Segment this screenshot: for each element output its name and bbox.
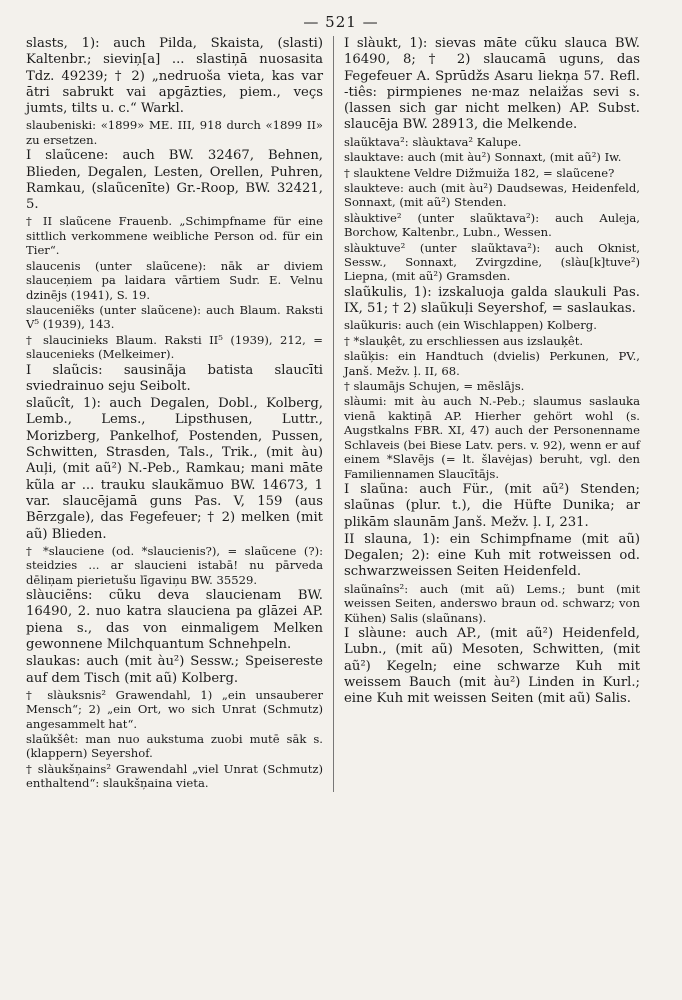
dictionary-entry: slàuciẽns: cũku deva slaucienam BW. 16490, 2. nuo katra slauciena pa glāzei AP. piena s., das von einmaligem Melken gewonnene Milchquantum Schnehpeln. [26,588,323,652]
two-column-body [26,36,656,792]
dictionary-entry: † slàuksnis² Grawendahl, 1) „ein unsauberer Mensch“; 2) „ein Ort, wo sich Unrat (Schmutz) angesammelt hat“. [26,687,323,731]
dictionary-entry: slaũktava²: slàuktava² Kalupe. [344,134,522,149]
dictionary-entry: slaũkuris: auch (ein Wischlappen) Kolberg. [344,318,597,333]
dictionary-entry: † *slauķêt, zu erschliessen aus izslauķêt. [344,333,584,348]
dictionary-entry: slàuktuve² (unter slaũktava²): auch Oknist, Sessw., Sonnaxt, Zvirgzdine, (slàu[k]tuve²) Liepna, (mit aũ²) Gramsden. [344,240,640,284]
dictionary-entry: I slàune: auch AP., (mit aũ²) Heidenfeld, Lubn., (mit aũ) Mesoten, Schwitten, (mit aũ²) Kegeln; eine schwarze Kuh mit weissem Bauch (mit àu²) Linden in Kurl.; eine Kuh mit weissen Seiten (mit aũ) Salis. [344,625,640,707]
dictionary-entry: slauceniẽks (unter slaũcene): auch Blaum. Raksti V⁵ (1939), 143. [26,302,323,332]
dictionary-entry: slaũnaîns²: auch (mit aũ) Lems.; bunt (mit weissen Seiten, anderswo braun od. schwarz; von Kühen) Salis (slaũnans). [344,581,640,625]
dictionary-entry: slaucenis (unter slaũcene): nāk ar diviem slauceņiem pa laidara vārtiem Sudr. E. Velnu dzinējs (1941), S. 19. [26,258,323,302]
dictionary-entry: † slaucinieks Blaum. Raksti II⁵ (1939), 212, = slaucenieks (Melkeimer). [26,332,323,362]
dictionary-entry: † *slauciene (od. *slaucienis?), = slaũcene (?): steidzies ... ar slaucieni istabā! nu pārveda dēliņam pierietušu līgaviņu BW. 35529. [26,543,323,587]
dictionary-entry: † II slaũcene Frauenb. „Schimpfname für eine sittlich verkommene weibliche Person od. für ein Tier“. [26,214,323,258]
left-column [26,36,333,792]
right-column [333,36,640,792]
dictionary-entry: slaũkulis, 1): izskaluoja galda slaukuli Pas. IX, 51; † 2) slaũkuļi Seyershof, = saslaukas. [344,284,640,317]
dictionary-entry: I slaũcis: sausinãja batista slaucīti sviedrainuo seju Seibolt. [26,362,323,394]
dictionary-entry: † slàukšņains² Grawendahl „viel Unrat (Schmutz) enthaltend“: slaukšņaina vieta. [26,761,323,791]
dictionary-entry: slaukteve: auch (mit àu²) Daudsewas, Heidenfeld, Sonnaxt, (mit aũ²) Stenden. [344,181,640,210]
dictionary-entry: slauktave: auch (mit àu²) Sonnaxt, (mit aũ²) Iw. [344,150,622,165]
dictionary-entry: slaubeniski: «1899» ME. III, 918 durch «1899 II» zu ersetzen. [26,118,323,147]
dictionary-entry: II slauna, 1): ein Schimpfname (mit aũ) Degalen; 2): eine Kuh mit rotweissen od. schwarzweissen Seiten Heidenfeld. [344,531,640,580]
dictionary-entry: slasts, 1): auch Pilda, Skaista, (slasti) Kaltenbr.; sieviņ[a] ... slastiņā nuosasita Tdz. 49239; † 2) „nedruoša vieta, kas var ātri sabrukt vai apgāzties, piem., veçs jumts, tilts u. c.“ Warkl. [26,36,323,117]
dictionary-entry: slaũķis: ein Handtuch (dvielis) Perkunen, PV., Janš. Mežv. ļ. II, 68. [344,349,640,378]
dictionary-entry: † slaumājs Schujen, = mẽslājs. [344,379,525,394]
dictionary-entry: slàuktive² (unter slaũktava²): auch Auleja, Borchow, Kaltenbr., Lubn., Wessen. [344,210,640,240]
dictionary-entry: slaũcît, 1): auch Degalen, Dobl., Kolberg, Lemb., Lems., Lipsthusen, Luttr., Morizberg, Pankelhof, Postenden, Pussen, Schwitten, Strasden, Tals., Trik., (mit àu) Auļi, (mit aũ²) N.-Peb., Ramkau; mani māte kũla ar ... trauku slaukãmuo BW. 14673, 1 var. slaucējamā guns Pas. V, 159 (aus Bērzgale), das Fegefeuer; † 2) melken (mit aũ) Blieden. [26,396,323,542]
dictionary-entry: I slaũna: auch Für., (mit aũ²) Stenden; slaũnas (plur. t.), die Hüfte Dunika; ar plikām slaunām Janš. Mežv. ļ. I, 231. [344,481,640,530]
dictionary-entry: slàumi: mit àu auch N.-Peb.; slaumus saslauka vienā kaktiņā AP. Hierher gehört wohl (s. Augstkalns FBR. XI, 47) auch der Personenname Schlaveis (bei Biese Latv. pers. v. 92), wenn er auf einem *Slavējs (= lt. šlavėjas) beruht, vgl. den Familiennamen Slaucītājs. [344,394,640,481]
dictionary-entry: slaũkšêt: man nuo aukstuma zuobi mutē sāk s. (klappern) Seyershof. [26,732,323,761]
dictionary-entry: I slaũcene: auch BW. 32467, Behnen, Blieden, Degalen, Lesten, Orellen, Puhren, Ramkau, (slaũcenīte) Gr.-Roop, BW. 32421, 5. [26,148,323,213]
dictionary-entry: † slauktene Veldre Dižmuiža 182, = slaũcene? [344,165,615,180]
page-number: — 521 — [303,13,379,31]
dictionary-entry: I slàukt, 1): sievas māte cũku slauca BW. 16490, 8; † 2) slaucamā uguns, das Fegefeuer A. Sprūdžs Asaru liekņa 57. Refl. -tiês: pirmpienes ne·maz nelaižas sevi s. (lassen sich gar nicht melken) AP. Subst. slaucēja BW. 28913, die Melkende. [344,36,640,133]
dictionary-entry: slaukas: auch (mit àu²) Sessw.; Speisereste auf dem Tisch (mit aũ) Kolberg. [26,654,323,686]
